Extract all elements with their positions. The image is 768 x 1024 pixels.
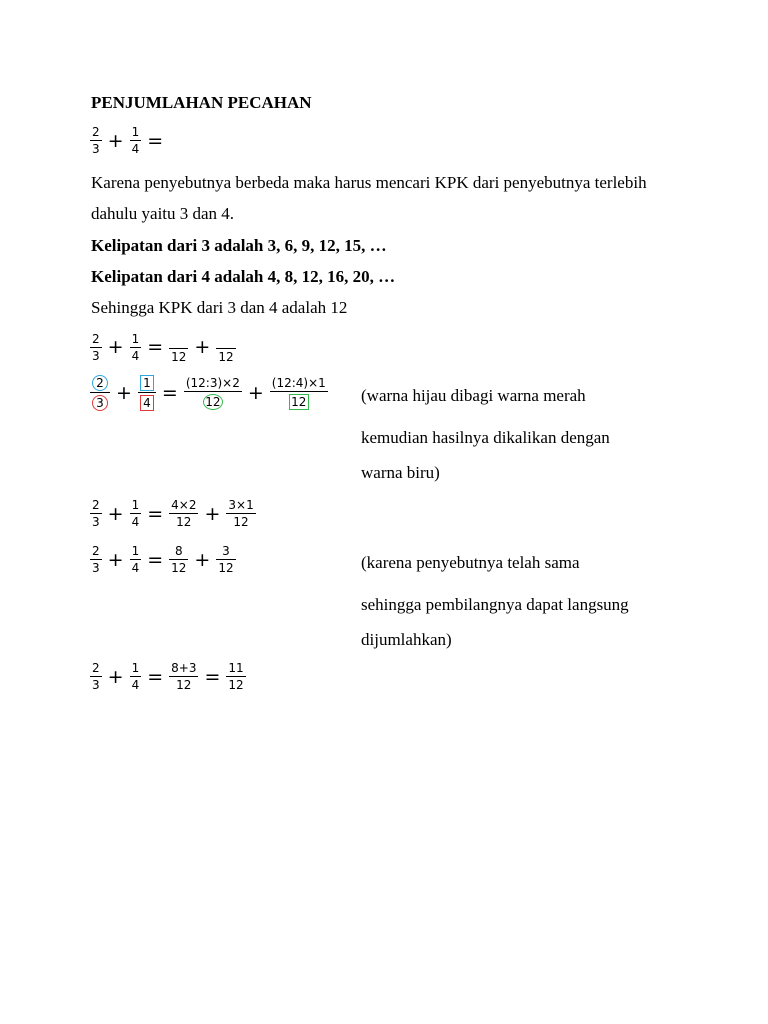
paragraph-line-2: dahulu yaitu 3 dan 4. bbox=[91, 204, 235, 223]
plus-sign: + bbox=[107, 336, 124, 358]
note-1-line-2: kemudian hasilnya dikalikan dengan bbox=[361, 428, 610, 447]
fraction-1-4: $\frac{1}{4}$ bbox=[131, 498, 140, 529]
page-title: PENJUMLAHAN PECAHAN bbox=[91, 93, 312, 112]
plus-sign: + bbox=[194, 336, 211, 358]
fraction-2-3: $\frac{2}{3}$ bbox=[92, 125, 100, 156]
equation-1 bbox=[88, 126, 167, 156]
plus-sign: + bbox=[204, 502, 221, 525]
equals-sign: = bbox=[147, 129, 164, 152]
equation-6 bbox=[88, 662, 248, 692]
blue-circle-marker: 2 bbox=[92, 375, 108, 391]
blue-box-marker: 1 bbox=[140, 375, 154, 391]
plus-sign: + bbox=[116, 381, 132, 404]
plus-sign: + bbox=[194, 548, 211, 571]
plus-sign: + bbox=[107, 502, 124, 525]
fraction-1-4: $\frac{1}{4}$ bbox=[131, 125, 140, 156]
plus-sign: + bbox=[107, 129, 124, 152]
equation-3 bbox=[88, 375, 330, 411]
fraction-8plus3-12: $\frac{8+3}{12}$ bbox=[171, 661, 197, 692]
red-box-marker: 4 bbox=[140, 395, 154, 411]
equals-sign: = bbox=[204, 665, 221, 688]
fraction-2-3: $\frac{2}{3}$ bbox=[92, 331, 100, 363]
equation-5 bbox=[88, 545, 238, 575]
paragraph-line-1: Karena penyebutnya berbeda maka harus mencari KPK dari penyebutnya terlebih bbox=[91, 173, 647, 192]
note-1-line-1: (warna hijau dibagi warna merah bbox=[361, 386, 586, 405]
equation-4 bbox=[88, 499, 258, 529]
fraction-blank-12: 12 bbox=[171, 350, 187, 364]
fraction-11-12: $\frac{11}{12}$ bbox=[228, 661, 244, 692]
note-1-line-3: warna biru) bbox=[361, 463, 440, 482]
equation-2 bbox=[88, 331, 238, 364]
plus-sign: + bbox=[247, 381, 264, 404]
equals-sign: = bbox=[147, 665, 164, 688]
note-2-line-1: (karena penyebutnya telah sama bbox=[361, 553, 580, 572]
fraction-1-4 bbox=[138, 375, 156, 411]
fraction-3x1-12: $\frac{3\times 1}{12}$ bbox=[228, 498, 254, 529]
fraction-4x2-12: $\frac{4\times 2}{12}$ bbox=[171, 498, 197, 529]
fraction-12div3-times-2: $\frac{(12:3)\times 2}{12}$ bbox=[185, 375, 240, 409]
equals-sign: = bbox=[161, 381, 178, 404]
green-box-marker: 12 bbox=[289, 394, 309, 410]
fraction-3-12: $\frac{3}{12}$ bbox=[218, 544, 234, 575]
note-2-line-3: dijumlahkan) bbox=[361, 630, 452, 649]
lcm-statement: Sehingga KPK dari 3 dan 4 adalah 12 bbox=[91, 298, 348, 317]
fraction-1-4: $\frac{1}{4}$ bbox=[131, 661, 140, 692]
multiples-of-4: Kelipatan dari 4 adalah 4, 8, 12, 16, 20, … bbox=[91, 267, 396, 286]
equals-sign: = bbox=[147, 336, 164, 358]
fraction-12div4-times-1: $\frac{(12:4)\times 1}{12}$ bbox=[271, 375, 326, 409]
green-circle-marker: 12 bbox=[203, 394, 223, 410]
fraction-2-3: $\frac{2}{3}$ bbox=[92, 498, 100, 529]
fraction-1-4: $\frac{1}{4}$ bbox=[131, 544, 140, 575]
red-circle-marker: 3 bbox=[92, 395, 108, 411]
equals-sign: = bbox=[147, 502, 164, 525]
fraction-1-4: $\frac{1}{4}$ bbox=[131, 331, 140, 363]
multiples-of-3: Kelipatan dari 3 adalah 3, 6, 9, 12, 15, … bbox=[91, 236, 387, 255]
fraction-2-3 bbox=[90, 375, 110, 411]
fraction-2-3: $\frac{2}{3}$ bbox=[92, 661, 100, 692]
note-2-line-2: sehingga pembilangnya dapat langsung bbox=[361, 595, 629, 614]
plus-sign: + bbox=[107, 548, 124, 571]
equals-sign: = bbox=[147, 548, 164, 571]
plus-sign: + bbox=[107, 665, 124, 688]
fraction-blank-12: 12 bbox=[218, 350, 234, 364]
fraction-8-12: $\frac{8}{12}$ bbox=[171, 544, 187, 575]
fraction-2-3: $\frac{2}{3}$ bbox=[92, 544, 100, 575]
